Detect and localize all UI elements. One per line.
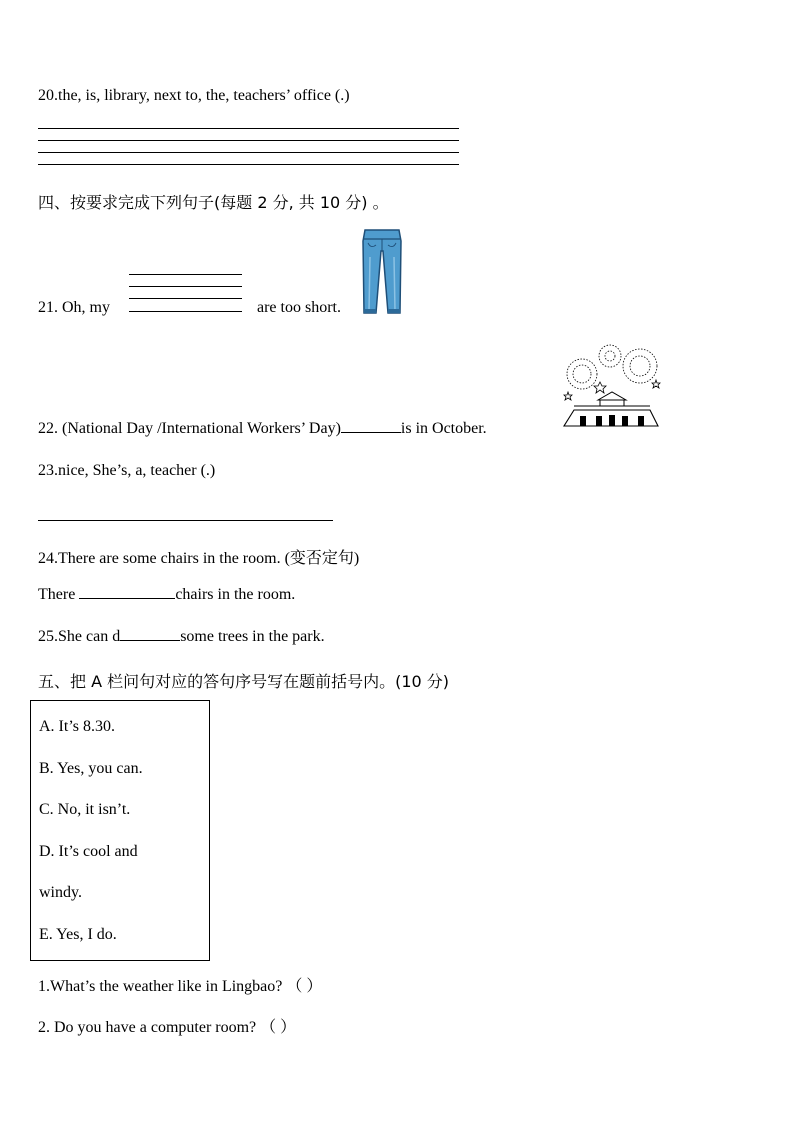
- answer-paren[interactable]: （ ）: [286, 978, 323, 995]
- answer-line: [129, 274, 242, 275]
- question-25-suffix: some trees in the park.: [180, 628, 325, 645]
- question-25-prefix: 25.She can d: [38, 628, 121, 645]
- question-23: 23.nice, She’s, a, teacher (.): [38, 462, 216, 479]
- match-question-2: [38, 1014, 296, 1037]
- question-24-answer-prefix: There: [38, 586, 76, 603]
- answer-line: [38, 164, 459, 165]
- option-d: D. It’s cool and: [39, 843, 138, 860]
- section-4-heading: 四、按要求完成下列句子(每题 2 分, 共 10 分) 。: [38, 193, 389, 212]
- question-21-prefix: 21. Oh, my: [38, 299, 110, 316]
- answer-line: [38, 140, 459, 141]
- answer-options-box: [30, 700, 210, 961]
- option-d-continued: windy.: [39, 884, 82, 901]
- question-24: 24.There are some chairs in the room. (变否定句): [38, 550, 360, 567]
- answer-line: [38, 152, 459, 153]
- question-22: [38, 420, 487, 438]
- option-b: B. Yes, you can.: [39, 760, 143, 777]
- answer-blank[interactable]: [120, 639, 180, 641]
- answer-paren[interactable]: （ ）: [260, 1019, 297, 1036]
- answer-line: [129, 311, 242, 312]
- question-22-suffix: is in October.: [400, 420, 487, 437]
- option-c: C. No, it isn’t.: [39, 801, 131, 818]
- answer-line: [38, 520, 333, 521]
- match-question-1: [38, 973, 322, 996]
- question-21-suffix: are too short.: [257, 299, 341, 316]
- question-25: [38, 628, 325, 646]
- option-a: A. It’s 8.30.: [39, 718, 115, 735]
- question-22-text: 22. (National Day /International Workers’ Day): [38, 420, 341, 437]
- option-e: E. Yes, I do.: [39, 926, 117, 943]
- answer-blank[interactable]: [341, 431, 401, 433]
- question-20: 20.the, is, library, next to, the, teachers’ office (.): [38, 87, 350, 104]
- answer-blank[interactable]: [79, 597, 175, 599]
- match-question-1-text: 1.What’s the weather like in Lingbao?: [38, 978, 283, 995]
- match-question-2-text: 2. Do you have a computer room?: [38, 1019, 257, 1036]
- section-5-heading: 五、把 A 栏问句对应的答句序号写在题前括号内。(10 分): [38, 672, 450, 691]
- answer-line: [38, 128, 459, 129]
- question-24-answer: [38, 586, 295, 604]
- answer-line: [129, 298, 242, 299]
- question-24-answer-suffix: chairs in the room.: [175, 586, 296, 603]
- fireworks-gate-icon: [560, 344, 664, 428]
- answer-line: [129, 286, 242, 287]
- jeans-icon: [360, 227, 404, 317]
